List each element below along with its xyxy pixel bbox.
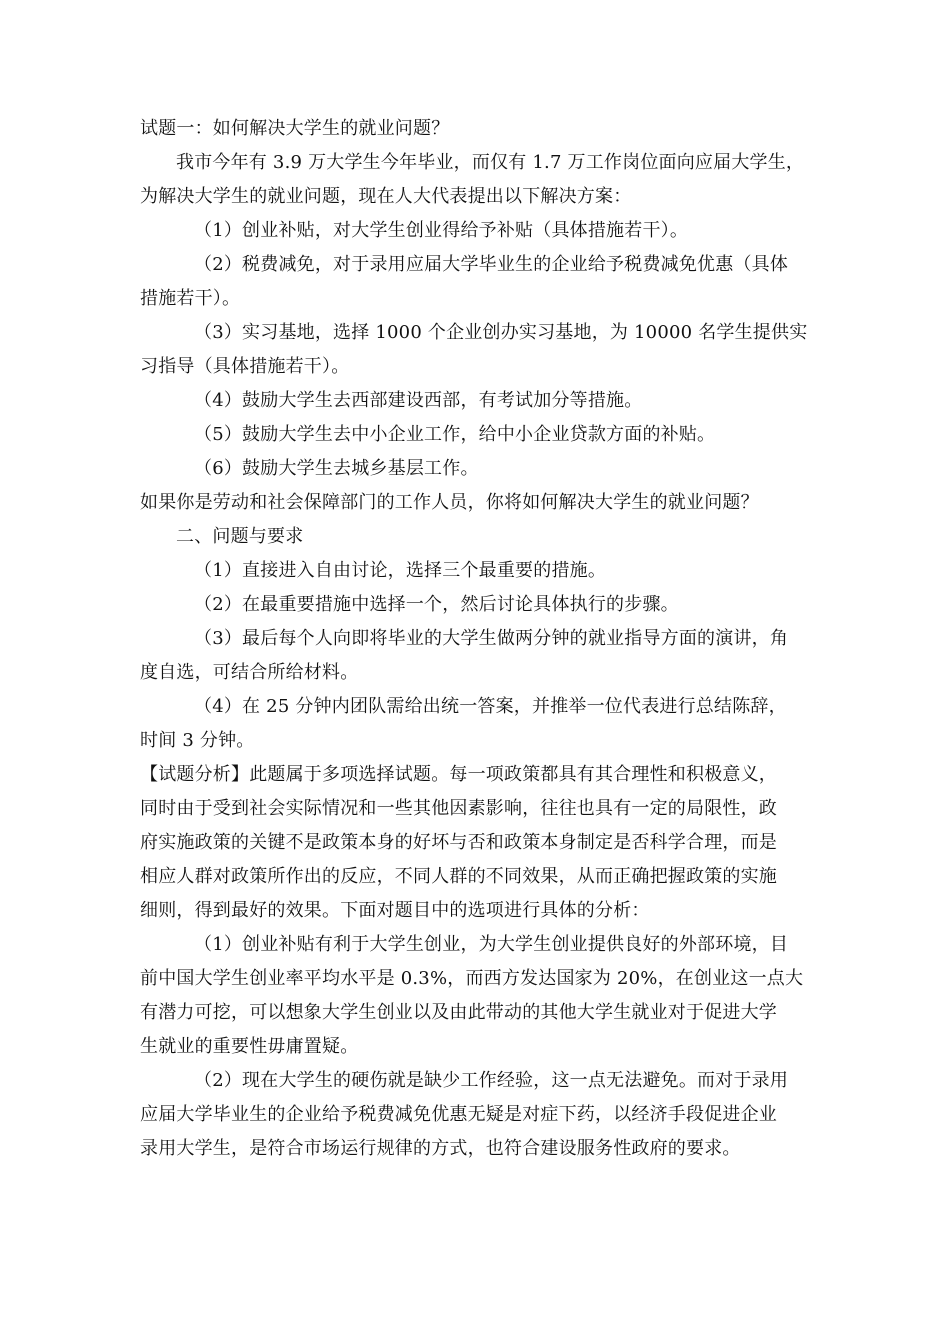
option-4: （4）鼓励大学生去西部建设西部，有考试加分等措施。	[194, 390, 643, 411]
analysis-line: 府实施政策的关键不是政策本身的好坏与否和政策本身制定是否科学合理，而是	[140, 832, 777, 853]
requirement-1: （1）直接进入自由讨论，选择三个最重要的措施。	[194, 560, 607, 581]
document-page	[140, 112, 812, 1166]
requirement-4: （4）在 25 分钟内团队需给出统一答案，并推举一位代表进行总结陈辞，	[194, 696, 787, 717]
paragraph-line: 我市今年有 3.9 万大学生今年毕业，而仅有 1.7 万工作岗位面向应届大学生，	[176, 152, 805, 173]
requirement-3-continued: 度自选，可结合所给材料。	[140, 662, 359, 683]
analysis-line: 相应人群对政策所作出的反应，不同人群的不同效果，从而正确把握政策的实施	[140, 866, 777, 887]
analysis-point-2-line: 应届大学毕业生的企业给予税费减免优惠无疑是对症下药，以经济手段促进企业	[140, 1104, 777, 1125]
question-prompt: 如果你是劳动和社会保障部门的工作人员，你将如何解决大学生的就业问题？	[140, 492, 759, 513]
option-5: （5）鼓励大学生去中小企业工作，给中小企业贷款方面的补贴。	[194, 424, 716, 445]
analysis-heading-line: 【试题分析】此题属于多项选择试题。每一项政策都具有其合理性和积极意义，	[140, 764, 777, 785]
option-2-continued: 措施若干）。	[140, 288, 241, 309]
option-6: （6）鼓励大学生去城乡基层工作。	[194, 458, 479, 479]
option-2: （2）税费减免，对于录用应届大学毕业生的企业给予税费减免优惠（具体	[194, 254, 789, 275]
analysis-point-1-line: 前中国大学生创业率平均水平是 0.3%，而西方发达国家为 20%，在创业这一点大	[140, 968, 804, 989]
option-1: （1）创业补贴，对大学生创业得给予补贴（具体措施若干）。	[194, 220, 689, 241]
option-3: （3）实习基地，选择 1000 个企业创办实习基地，为 10000 名学生提供实	[194, 322, 808, 343]
paragraph-line: 为解决大学生的就业问题，现在人大代表提出以下解决方案：	[140, 186, 632, 207]
analysis-point-2: （2）现在大学生的硬伤就是缺少工作经验，这一点无法避免。而对于录用	[194, 1070, 789, 1091]
analysis-line: 同时由于受到社会实际情况和一些其他因素影响，往往也具有一定的局限性，政	[140, 798, 777, 819]
requirement-4-continued: 时间 3 分钟。	[140, 730, 255, 751]
analysis-line: 细则，得到最好的效果。下面对题目中的选项进行具体的分析：	[140, 900, 650, 921]
analysis-point-2-line: 录用大学生，是符合市场运行规律的方式，也符合建设服务性政府的要求。	[140, 1138, 741, 1159]
question-title: 试题一：如何解决大学生的就业问题？	[140, 118, 450, 139]
analysis-point-1: （1）创业补贴有利于大学生创业，为大学生创业提供良好的外部环境，目	[194, 934, 789, 955]
requirement-3: （3）最后每个人向即将毕业的大学生做两分钟的就业指导方面的演讲，角	[194, 628, 789, 649]
analysis-point-1-line: 生就业的重要性毋庸置疑。	[140, 1036, 359, 1057]
option-3-continued: 习指导（具体措施若干）。	[140, 356, 350, 377]
requirement-2: （2）在最重要措施中选择一个，然后讨论具体执行的步骤。	[194, 594, 679, 615]
section-heading: 二、问题与要求	[176, 526, 304, 547]
analysis-point-1-line: 有潜力可挖，可以想象大学生创业以及由此带动的其他大学生就业对于促进大学	[140, 1002, 777, 1023]
